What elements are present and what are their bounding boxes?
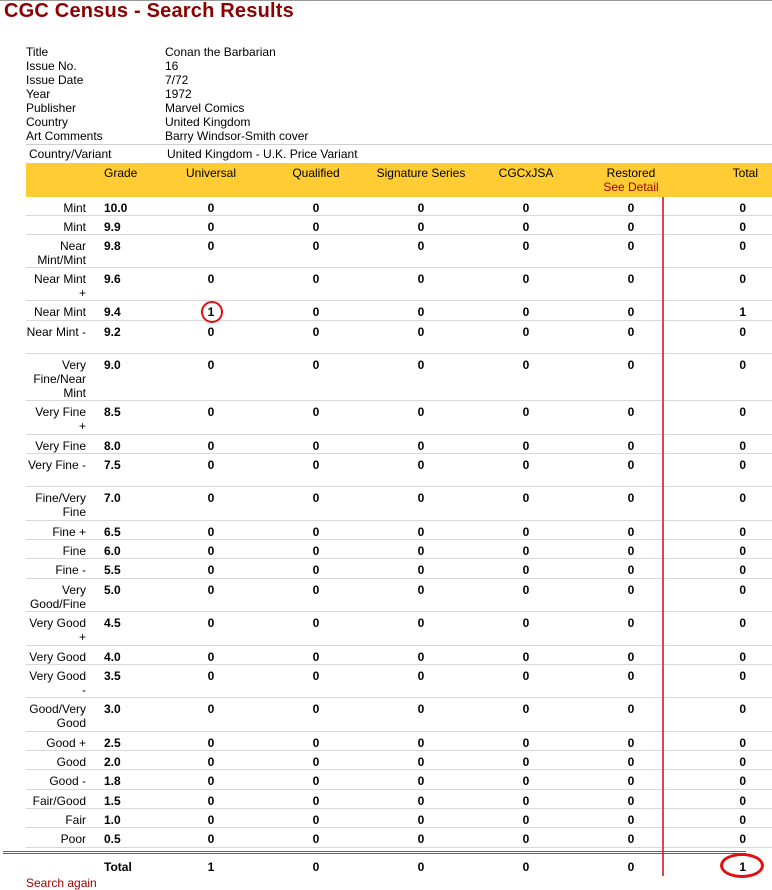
count-j: 0: [522, 239, 530, 253]
count-r: 0: [627, 325, 635, 339]
info-row-issue-no: [26, 59, 772, 73]
grade-name: Very Good/Fine: [29, 583, 86, 611]
header-total: Total: [732, 166, 758, 180]
count-s: 0: [417, 616, 425, 630]
row-total: 0: [739, 220, 746, 234]
info-label: Year: [26, 87, 51, 101]
count-s: 0: [417, 239, 425, 253]
grade-value: 0.5: [104, 832, 121, 846]
grade-value: 10.0: [104, 201, 128, 215]
count-r: 0: [627, 583, 635, 597]
count-q: 0: [312, 616, 320, 630]
count-q: 0: [312, 305, 320, 319]
count-q: 0: [312, 563, 320, 577]
grade-name: Fine -: [55, 563, 86, 577]
info-row-country: [26, 115, 772, 129]
count-j: 0: [522, 583, 530, 597]
count-u: 0: [207, 755, 215, 769]
grade-value: 5.5: [104, 563, 121, 577]
grade-name: Good/Very Good: [29, 702, 86, 730]
count-u: 0: [207, 544, 215, 558]
count-q: 0: [312, 774, 320, 788]
count-j: 0: [522, 755, 530, 769]
row-total: 0: [739, 583, 746, 597]
grade-name: Fine/Very Fine: [35, 491, 86, 519]
count-s: 0: [417, 774, 425, 788]
count-j: 0: [522, 650, 530, 664]
count-u: 0: [207, 650, 215, 664]
table-row: [26, 646, 772, 665]
grade-name: Near Mint -: [26, 325, 86, 339]
grade-value: 6.5: [104, 525, 121, 539]
count-u: 0: [207, 702, 215, 716]
count-s: 0: [417, 832, 425, 846]
count-r: 0: [627, 358, 635, 372]
count-q: 0: [312, 755, 320, 769]
grade-name: Mint: [63, 220, 86, 234]
count-u: 0: [207, 794, 215, 808]
count-j: 0: [522, 325, 530, 339]
count-u: 0: [207, 736, 215, 750]
info-value: United Kingdom: [165, 115, 251, 129]
count-r: 0: [627, 491, 635, 505]
grade-name: Good: [56, 755, 86, 769]
table-row: [26, 579, 772, 612]
info-label: Art Comments: [26, 129, 103, 143]
grade-value: 8.0: [104, 439, 121, 453]
count-r: 0: [627, 736, 635, 750]
count-r: 0: [627, 239, 635, 253]
count-s: 0: [417, 305, 425, 319]
count-u: 0: [207, 669, 215, 683]
count-s: 0: [417, 272, 425, 286]
header-grade: Grade: [104, 166, 138, 180]
info-value: Conan the Barbarian: [165, 45, 276, 59]
count-q: 0: [312, 220, 320, 234]
grade-value: 2.5: [104, 736, 121, 750]
info-label: Title: [26, 45, 49, 59]
grade-value: 5.0: [104, 583, 121, 597]
count-q: 0: [312, 491, 320, 505]
count-s: 0: [417, 702, 425, 716]
grade-value: 7.0: [104, 491, 121, 505]
grade-name: Very Good +: [29, 616, 86, 644]
info-label: Country: [26, 115, 69, 129]
count-u: 0: [207, 272, 215, 286]
count-j: 0: [522, 832, 530, 846]
row-total: 0: [739, 439, 746, 453]
count-s: 0: [417, 813, 425, 827]
grade-name: Very Fine +: [35, 405, 86, 433]
count-u: 0: [207, 616, 215, 630]
count-r: 0: [627, 755, 635, 769]
count-r: 0: [627, 702, 635, 716]
grade-value: 9.8: [104, 239, 121, 253]
grade-name: Near Mint: [33, 305, 86, 319]
table-row: [26, 435, 772, 454]
count-j: 0: [522, 405, 530, 419]
table-row: [26, 612, 772, 646]
table-row: [26, 828, 772, 848]
count-u: 0: [207, 774, 215, 788]
info-row-issue-date: [26, 73, 772, 87]
totals-label: Total: [104, 860, 132, 874]
header-cgcxjsa: CGCxJSA: [498, 166, 554, 180]
count-s: 0: [417, 201, 425, 215]
count-u: 1: [207, 305, 215, 319]
count-r: 0: [627, 669, 635, 683]
count-s: 0: [417, 439, 425, 453]
count-j: 0: [522, 563, 530, 577]
row-total: 0: [739, 272, 746, 286]
table-row: [26, 216, 772, 235]
count-s: 0: [417, 525, 425, 539]
row-total: 0: [739, 736, 746, 750]
count-j: 0: [522, 736, 530, 750]
table-row: [26, 354, 772, 401]
count-j: 0: [522, 525, 530, 539]
info-value: Barry Windsor-Smith cover: [165, 129, 309, 143]
count-j: 0: [522, 813, 530, 827]
count-s: 0: [417, 563, 425, 577]
count-r: 0: [627, 616, 635, 630]
info-row-year: [26, 87, 772, 101]
row-total: 0: [739, 405, 746, 419]
count-r: 0: [627, 405, 635, 419]
count-s: 0: [417, 755, 425, 769]
totals-restored: 0: [627, 860, 635, 874]
see-detail-link[interactable]: See Detail: [603, 180, 659, 194]
row-total: 0: [739, 832, 746, 846]
grade-value: 9.4: [104, 305, 121, 319]
count-q: 0: [312, 583, 320, 597]
grade-value: 4.5: [104, 616, 121, 630]
count-r: 0: [627, 272, 635, 286]
count-q: 0: [312, 201, 320, 215]
count-j: 0: [522, 358, 530, 372]
totals-qualified: 0: [312, 860, 320, 874]
grade-value: 4.0: [104, 650, 121, 664]
table-row: [26, 321, 772, 354]
count-r: 0: [627, 832, 635, 846]
count-q: 0: [312, 813, 320, 827]
count-s: 0: [417, 794, 425, 808]
count-u: 0: [207, 525, 215, 539]
totals-universal: 1: [207, 860, 215, 874]
grade-name: Very Fine: [35, 439, 86, 453]
count-j: 0: [522, 544, 530, 558]
grade-value: 3.0: [104, 702, 121, 716]
highlight-circle: [201, 301, 223, 323]
count-s: 0: [417, 736, 425, 750]
variant-value: United Kingdom - U.K. Price Variant: [167, 147, 358, 161]
header-signature-series: Signature Series: [376, 166, 466, 180]
table-row: [26, 770, 772, 790]
count-u: 0: [207, 583, 215, 597]
count-q: 0: [312, 325, 320, 339]
count-q: 0: [312, 239, 320, 253]
issue-info: [26, 45, 772, 143]
grade-name: Very Good: [29, 650, 86, 664]
table-row: [26, 235, 772, 268]
count-u: 0: [207, 458, 215, 472]
grade-name: Good +: [46, 736, 86, 750]
count-j: 0: [522, 201, 530, 215]
count-u: 0: [207, 563, 215, 577]
grade-value: 1.0: [104, 813, 121, 827]
grade-value: 1.5: [104, 794, 121, 808]
table-row: [26, 487, 772, 521]
table-row: [26, 197, 772, 216]
info-value: 1972: [165, 87, 192, 101]
info-row-art-comments: [26, 129, 772, 143]
table-row: [26, 809, 772, 828]
row-total: 0: [739, 702, 746, 716]
row-total: 0: [739, 525, 746, 539]
table-row: [26, 698, 772, 732]
total-divider: [662, 197, 664, 876]
info-label: Issue No.: [26, 59, 77, 73]
count-r: 0: [627, 794, 635, 808]
totals-cgcxjsa: 0: [522, 860, 530, 874]
count-r: 0: [627, 439, 635, 453]
highlight-circle-total: [720, 853, 764, 878]
census-table: [26, 163, 772, 848]
count-r: 0: [627, 650, 635, 664]
row-total: 0: [739, 650, 746, 664]
count-j: 0: [522, 439, 530, 453]
table-row: [26, 268, 772, 301]
count-u: 0: [207, 325, 215, 339]
row-total: 0: [739, 201, 746, 215]
grade-name: Near Mint/Mint: [37, 239, 86, 267]
table-row: [26, 559, 772, 579]
table-row: [26, 790, 772, 809]
table-row: [26, 454, 772, 487]
count-r: 0: [627, 525, 635, 539]
count-q: 0: [312, 650, 320, 664]
grade-value: 6.0: [104, 544, 121, 558]
count-j: 0: [522, 272, 530, 286]
variant-row: [26, 144, 772, 163]
page-title: CGC Census - Search Results: [4, 0, 294, 22]
header-universal: Universal: [185, 166, 237, 180]
grade-name: Very Good -: [29, 669, 86, 697]
count-j: 0: [522, 305, 530, 319]
count-q: 0: [312, 458, 320, 472]
row-total: 0: [739, 325, 746, 339]
count-q: 0: [312, 669, 320, 683]
info-label: Issue Date: [26, 73, 84, 87]
grade-value: 9.0: [104, 358, 121, 372]
table-row: [26, 665, 772, 698]
count-q: 0: [312, 794, 320, 808]
count-r: 0: [627, 305, 635, 319]
count-s: 0: [417, 669, 425, 683]
header-restored: Restored: [606, 166, 656, 180]
count-q: 0: [312, 702, 320, 716]
row-total: 0: [739, 563, 746, 577]
count-q: 0: [312, 272, 320, 286]
count-s: 0: [417, 405, 425, 419]
count-s: 0: [417, 583, 425, 597]
count-j: 0: [522, 669, 530, 683]
count-s: 0: [417, 220, 425, 234]
count-j: 0: [522, 702, 530, 716]
table-row: [26, 401, 772, 435]
grade-name: Fine: [62, 544, 86, 558]
count-q: 0: [312, 358, 320, 372]
table-row: [26, 732, 772, 751]
count-u: 0: [207, 405, 215, 419]
info-value: 16: [165, 59, 179, 73]
grade-name: Very Fine/Near Mint: [33, 358, 86, 400]
table-row: [26, 751, 772, 770]
info-row-publisher: [26, 101, 772, 115]
totals-total: 1: [739, 860, 746, 874]
count-q: 0: [312, 525, 320, 539]
row-total: 0: [739, 669, 746, 683]
grade-value: 7.5: [104, 458, 121, 472]
totals-row: [26, 854, 772, 878]
grade-value: 9.2: [104, 325, 121, 339]
count-u: 0: [207, 439, 215, 453]
count-j: 0: [522, 794, 530, 808]
count-u: 0: [207, 239, 215, 253]
count-q: 0: [312, 832, 320, 846]
grade-name: Fine +: [52, 525, 86, 539]
count-s: 0: [417, 325, 425, 339]
grade-name: Fair: [65, 813, 86, 827]
count-j: 0: [522, 616, 530, 630]
grade-name: Mint: [63, 201, 86, 215]
count-s: 0: [417, 544, 425, 558]
count-j: 0: [522, 220, 530, 234]
row-total: 0: [739, 491, 746, 505]
totals-signature: 0: [417, 860, 425, 874]
row-total: 1: [739, 305, 746, 319]
count-r: 0: [627, 458, 635, 472]
count-j: 0: [522, 491, 530, 505]
info-value: Marvel Comics: [165, 101, 245, 115]
grade-name: Poor: [60, 832, 86, 846]
row-total: 0: [739, 239, 746, 253]
row-total: 0: [739, 358, 746, 372]
count-r: 0: [627, 201, 635, 215]
grade-value: 3.5: [104, 669, 121, 683]
row-total: 0: [739, 755, 746, 769]
row-total: 0: [739, 616, 746, 630]
table-row: [26, 301, 772, 321]
count-r: 0: [627, 544, 635, 558]
count-u: 0: [207, 491, 215, 505]
info-row-title: [26, 45, 772, 59]
count-u: 0: [207, 832, 215, 846]
grade-value: 2.0: [104, 755, 121, 769]
row-total: 0: [739, 774, 746, 788]
grade-value: 8.5: [104, 405, 121, 419]
count-r: 0: [627, 774, 635, 788]
count-u: 0: [207, 201, 215, 215]
grade-value: 1.8: [104, 774, 121, 788]
count-s: 0: [417, 491, 425, 505]
grade-name: Good -: [49, 774, 86, 788]
grade-name: Fair/Good: [32, 794, 86, 808]
count-r: 0: [627, 220, 635, 234]
grade-rows: [26, 197, 772, 848]
count-q: 0: [312, 544, 320, 558]
search-again-link[interactable]: Search again: [26, 876, 97, 890]
grade-name: Near Mint +: [33, 272, 86, 300]
grade-name: Very Fine -: [27, 458, 86, 472]
count-q: 0: [312, 439, 320, 453]
header-qualified: Qualified: [292, 166, 340, 180]
table-row: [26, 540, 772, 559]
row-total: 0: [739, 544, 746, 558]
count-s: 0: [417, 650, 425, 664]
row-total: 0: [739, 458, 746, 472]
count-j: 0: [522, 458, 530, 472]
row-total: 0: [739, 794, 746, 808]
count-s: 0: [417, 458, 425, 472]
grade-value: 9.6: [104, 272, 121, 286]
count-u: 0: [207, 220, 215, 234]
info-value: 7/72: [165, 73, 189, 87]
row-total: 0: [739, 813, 746, 827]
count-u: 0: [207, 813, 215, 827]
count-j: 0: [522, 774, 530, 788]
variant-label: Country/Variant: [29, 147, 112, 161]
count-q: 0: [312, 405, 320, 419]
count-u: 0: [207, 358, 215, 372]
table-header: [26, 163, 772, 197]
table-row: [26, 521, 772, 540]
info-label: Publisher: [26, 101, 77, 115]
count-r: 0: [627, 563, 635, 577]
count-s: 0: [417, 358, 425, 372]
grade-value: 9.9: [104, 220, 121, 234]
count-q: 0: [312, 736, 320, 750]
count-r: 0: [627, 813, 635, 827]
